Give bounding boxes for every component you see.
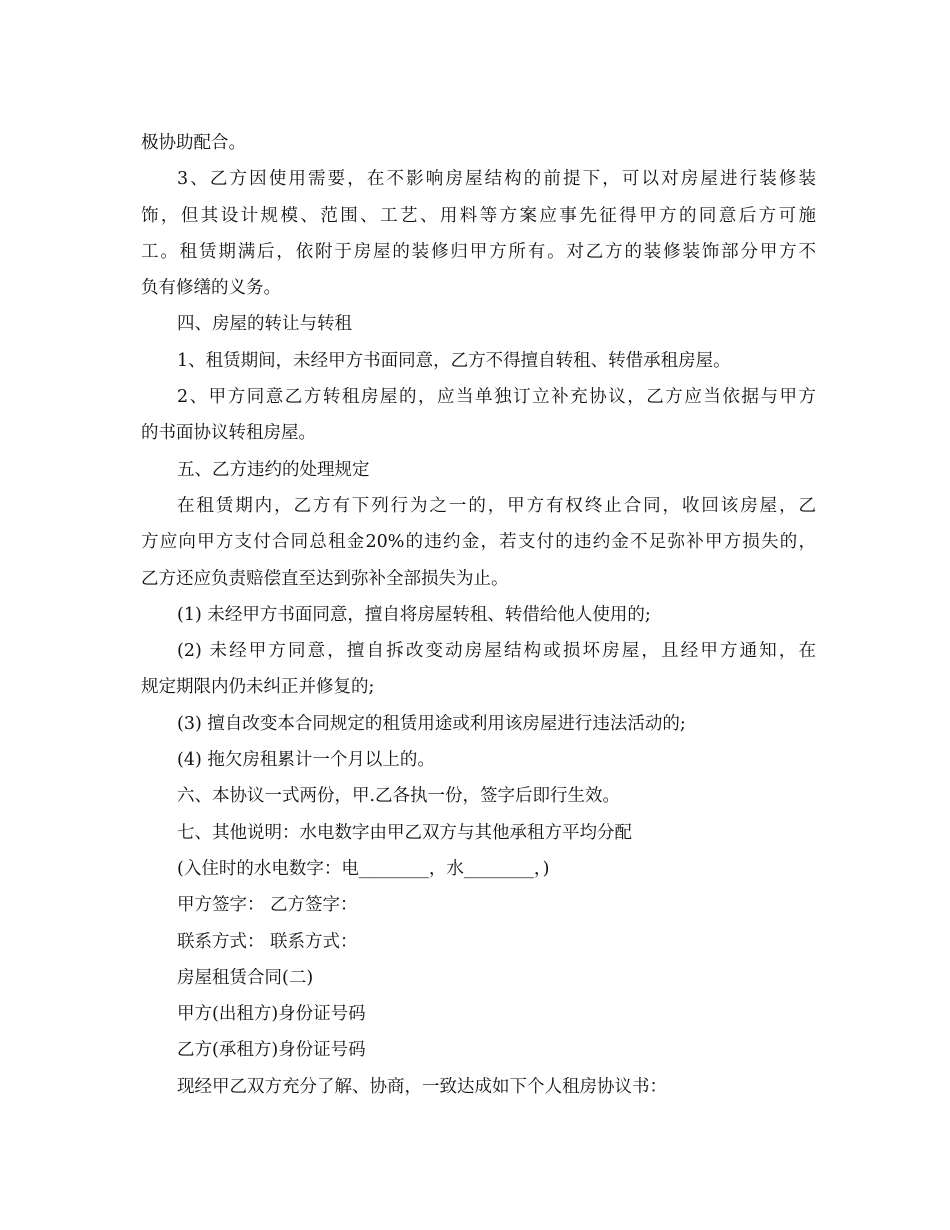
paragraph-line: 方应向甲方支付合同总租金20%的违约金，若支付的违约金不足弥补甲方损失的， [141,532,816,553]
party-b-line: 乙方(承租方)身份证号码 [177,1040,366,1061]
party-a-line: 甲方(出租方)身份证号码 [177,1004,366,1025]
section-heading: 五、乙方违约的处理规定 [177,459,370,480]
contract-title: 房屋租赁合同(二) [177,967,314,988]
paragraph-line: 工。租赁期满后，依附于房屋的装修归甲方所有。对乙方的装修装饰部分甲方不 [141,241,816,262]
document-body [141,125,816,1105]
paragraph-line: 在租赁期内，乙方有下列行为之一的，甲方有权终止合同，收回该房屋，乙 [177,495,816,516]
paragraph-line: 饰，但其设计规模、范围、工艺、用料等方案应事先征得甲方的同意后方可施 [141,205,816,226]
paragraph-line: 规定期限内仍未纠正并修复的; [141,677,375,698]
list-item: (4) 拖欠房租累计一个月以上的。 [177,750,435,771]
paragraph-line: 现经甲乙双方充分了解、协商，一致达成如下个人租房协议书： [177,1076,667,1097]
paragraph-line: 1、租赁期间，未经甲方书面同意，乙方不得擅自转租、转借承租房屋。 [177,350,731,371]
utility-readings-line: (入住时的水电数字：电________，水________，) [177,858,550,879]
list-item: (3) 擅自改变本合同规定的租赁用途或利用该房屋进行违法活动的; [177,713,686,734]
signature-line: 甲方签字： 乙方签字： [177,895,358,916]
paragraph-line: 七、其他说明：水电数字由甲乙双方与其他承租方平均分配 [177,822,632,843]
paragraph-line: 2、甲方同意乙方转租房屋的，应当单独订立补充协议，乙方应当依据与甲方 [177,387,816,408]
contact-line: 联系方式： 联系方式： [177,931,358,952]
paragraph-line: 极协助配合。 [141,133,246,153]
list-item: (1) 未经甲方书面同意，擅自将房屋转租、转借给他人使用的; [177,604,651,625]
section-heading: 四、房屋的转让与转租 [177,314,352,335]
list-item: (2) 未经甲方同意，擅自拆改变动房屋结构或损坏房屋，且经甲方通知，在 [177,641,816,662]
paragraph-line: 负有修缮的义务。 [141,278,281,299]
paragraph-line: 的书面协议转租房屋。 [141,423,316,444]
paragraph-line: 3、乙方因使用需要，在不影响房屋结构的前提下，可以对房屋进行装修装 [177,169,816,190]
paragraph-line: 乙方还应负责赔偿直至达到弥补全部损失为止。 [141,568,509,589]
paragraph-line: 六、本协议一式两份，甲.乙各执一份，签字后即行生效。 [177,786,621,807]
